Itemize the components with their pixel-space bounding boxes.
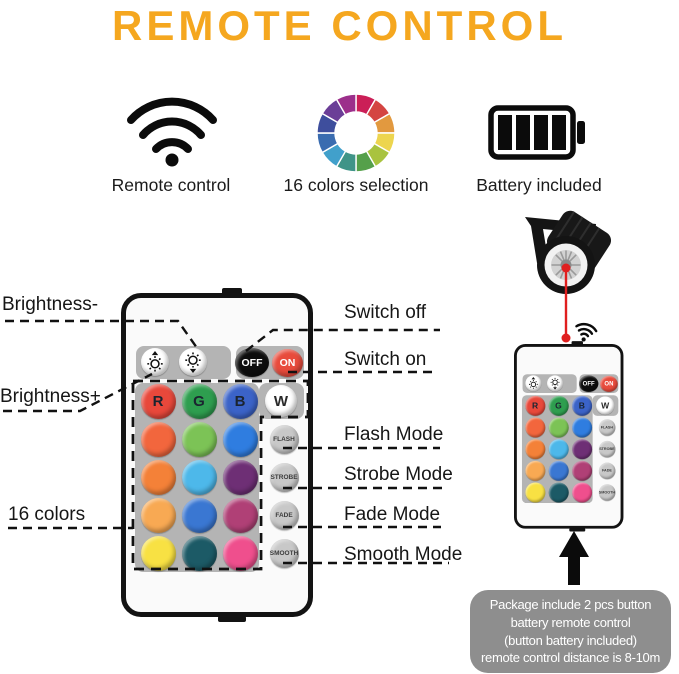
mini-remote-slot [514,344,626,530]
key-color [572,461,592,481]
brightness-up-icon [527,377,540,390]
mini-remote-control [514,344,623,529]
remote-control [121,293,313,617]
key-color [223,460,258,495]
key-color [548,461,568,481]
package-note-line: remote control distance is 8-10m [481,650,660,666]
key-white-label: W [601,400,610,411]
key-color [223,422,258,457]
package-note-line: battery remote control [510,614,631,630]
flash-button: FLASH [270,425,299,454]
wifi-icon [125,88,220,170]
key-red [141,384,176,419]
key-color [141,422,176,457]
key-color [141,536,176,571]
flash-button: FLASH [599,419,616,436]
key-blue-label: B [234,392,246,410]
brightness-down-icon [549,377,562,390]
key-white-label: W [273,392,289,410]
off-button: OFF [579,375,598,392]
label-switch-on: Switch on [344,349,427,370]
key-color [223,536,258,571]
brightness-down-button [547,375,563,391]
spotlight-fixture [505,205,625,305]
page-title: REMOTE CONTROL [112,2,567,49]
key-color [548,482,568,502]
key-color [182,460,217,495]
on-button: ON [600,376,618,392]
key-color [141,460,176,495]
smooth-button: SMOOTH [270,539,299,568]
key-color [223,498,258,533]
fade-button: FADE [599,462,616,479]
key-white [265,385,297,417]
off-button: OFF [235,348,269,377]
key-color [182,536,217,571]
label-strobe-mode: Strobe Mode [344,464,453,485]
key-color [141,498,176,533]
key-color [572,417,592,437]
key-blue [572,396,592,416]
label-smooth-mode: Smooth Mode [344,544,463,565]
key-color [182,422,217,457]
key-color [525,461,545,481]
on-button: ON [272,349,303,377]
package-note-line: Package include 2 pcs button [489,597,652,613]
key-green-label: G [193,392,205,410]
strobe-button: STROBE [599,441,616,458]
key-color [525,482,545,502]
key-green [182,384,217,419]
key-green [548,396,568,416]
label-brightness-minus: Brightness- [2,294,99,315]
key-red-label: R [152,392,164,410]
label-16-colors: 16 colors [8,504,86,525]
key-color [182,498,217,533]
package-note [470,590,671,673]
fade-button: FADE [270,501,299,530]
package-note-line: (button battery included) [504,632,637,648]
brightness-down-icon [182,351,204,373]
up-arrow-icon [552,528,596,588]
strobe-button: STROBE [270,463,299,492]
brightness-up-icon [144,351,166,373]
key-color [548,417,568,437]
key-red [525,396,545,416]
feature-label-battery: Battery included [476,175,602,195]
key-blue [223,384,258,419]
ir-emitter [572,341,583,345]
key-color [572,439,592,459]
key-blue-label: B [578,400,585,411]
remote-bottom-notch [218,616,246,622]
key-color [525,417,545,437]
label-flash-mode: Flash Mode [344,424,444,445]
key-white [596,396,614,414]
key-color [525,439,545,459]
brightness-down-button [179,348,207,376]
ir-emitter [222,288,242,295]
key-color [548,439,568,459]
key-color [572,482,592,502]
brightness-up-button [141,348,169,376]
label-switch-off: Switch off [344,302,427,323]
label-fade-mode: Fade Mode [344,504,441,525]
brightness-up-button [525,375,541,391]
feature-label-16-colors: 16 colors selection [283,175,429,195]
feature-label-remote-control: Remote control [111,175,231,195]
battery-icon [485,100,590,165]
color-wheel-icon [313,90,399,176]
key-red-label: R [531,400,539,411]
label-brightness-plus: Brightness+ [0,386,101,407]
smooth-button: SMOOTH [599,484,616,501]
key-green-label: G [555,400,562,411]
